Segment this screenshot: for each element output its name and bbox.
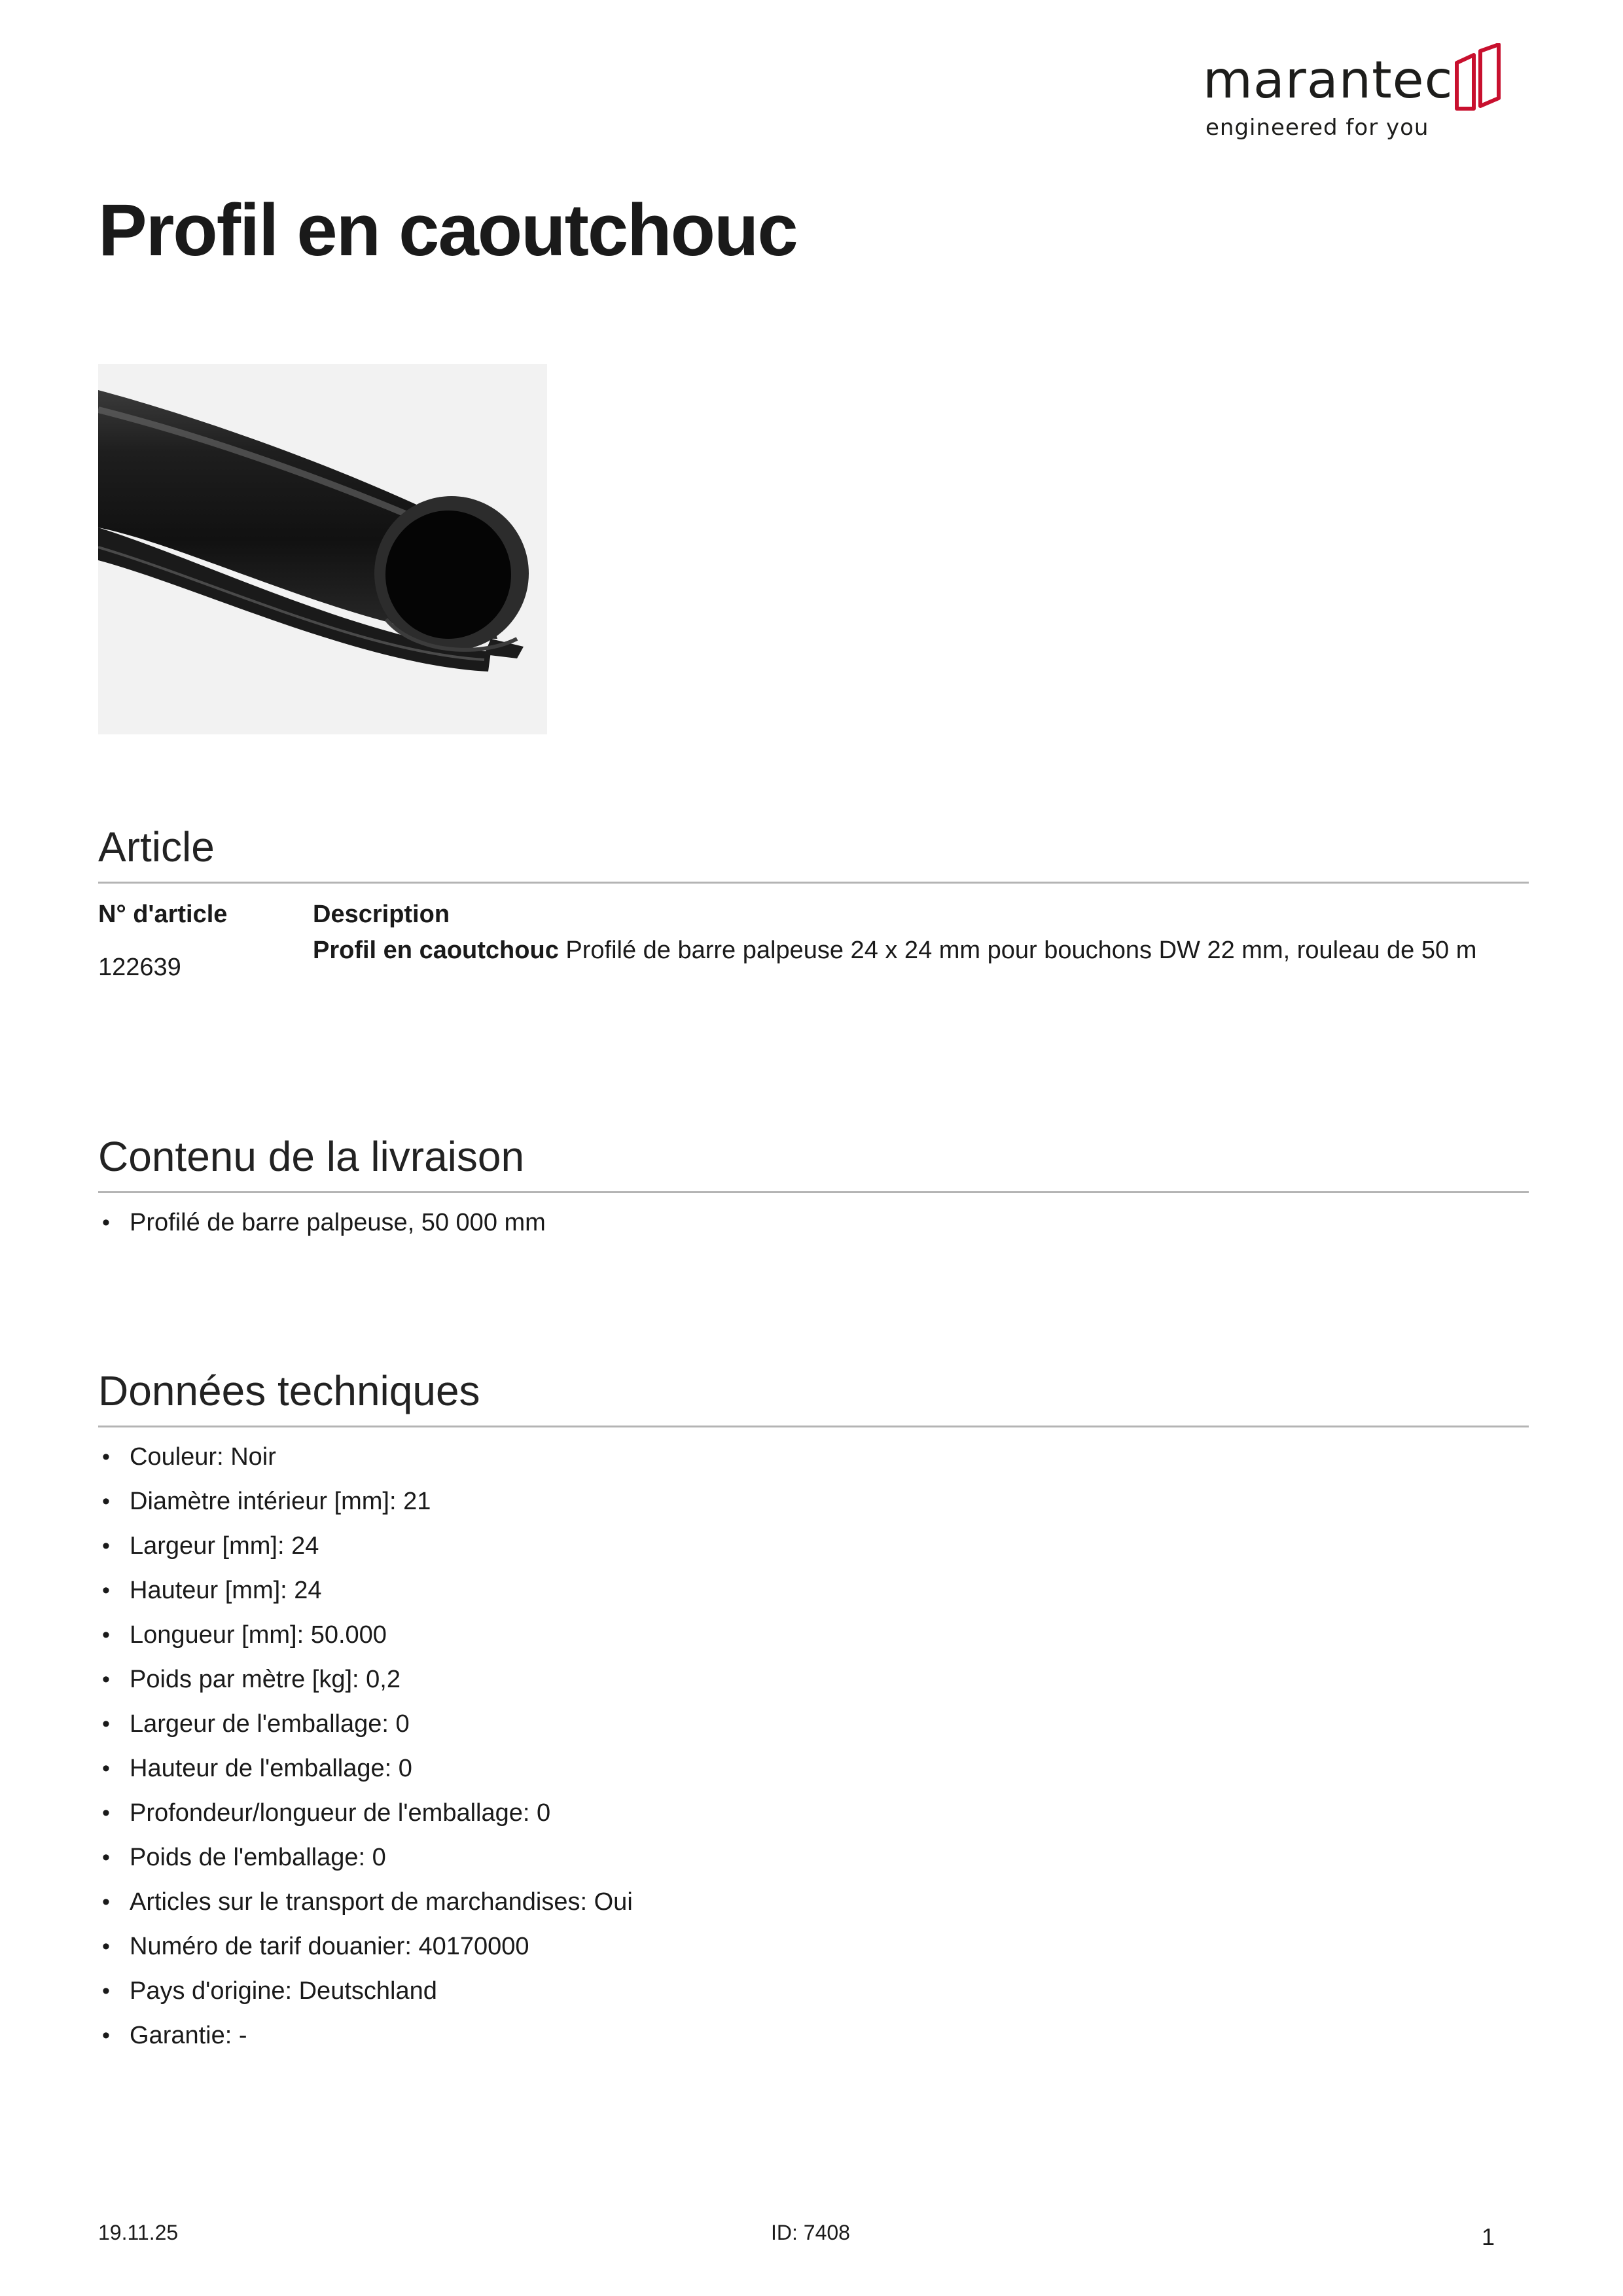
list-item: • Poids par mètre [kg]: 0,2 [98,1657,633,1702]
list-item: • Diamètre intérieur [mm]: 21 [98,1479,633,1524]
column-header-article-number: N° d'article [98,901,228,928]
section-title-technical-data: Données techniques [98,1367,480,1414]
article-description-name: Profil en caoutchouc [313,937,559,964]
list-item: • Garantie: - [98,2013,633,2058]
list-item: • Longueur [mm]: 50.000 [98,1613,633,1657]
technical-data-list [98,1435,633,2058]
brand-tagline: engineered for you [1205,115,1429,141]
article-description-text: Profilé de barre palpeuse 24 x 24 mm pour bouchons DW 22 mm, rouleau de 50 m [565,937,1477,964]
column-header-description: Description [313,901,450,928]
list-item: • Poids de l'emballage: 0 [98,1835,633,1880]
brand-logo [1203,43,1504,148]
list-item: • Largeur [mm]: 24 [98,1524,633,1568]
list-item: • Hauteur de l'emballage: 0 [98,1746,633,1791]
section-divider [98,1191,1529,1193]
list-item: • Articles sur le transport de marchandises: Oui [98,1880,633,1924]
article-description [313,933,1491,967]
page-title: Profil en caoutchouc [98,189,797,271]
list-item: • Couleur: Noir [98,1435,633,1479]
list-item: • Hauteur [mm]: 24 [98,1568,633,1613]
section-divider [98,882,1529,884]
product-image [98,364,547,734]
rubber-profile-photo-icon [98,364,547,734]
section-divider [98,1426,1529,1427]
list-item: • Profondeur/longueur de l'emballage: 0 [98,1791,633,1835]
brand-mark-icon [1452,43,1504,115]
list-item: • Profilé de barre palpeuse, 50 000 mm [98,1200,546,1245]
article-number: 122639 [98,954,181,981]
footer-date: 19.11.25 [98,2221,179,2244]
section-title-delivery: Contenu de la livraison [98,1133,525,1180]
list-item: • Numéro de tarif douanier: 40170000 [98,1924,633,1969]
section-title-article: Article [98,823,215,870]
delivery-list [98,1200,546,1245]
list-item: • Pays d'origine: Deutschland [98,1969,633,2013]
footer-page-number: 1 [1482,2223,1495,2250]
footer-document-id: ID: 7408 [771,2221,850,2244]
list-item: • Largeur de l'emballage: 0 [98,1702,633,1746]
brand-name: marantec [1203,51,1454,110]
